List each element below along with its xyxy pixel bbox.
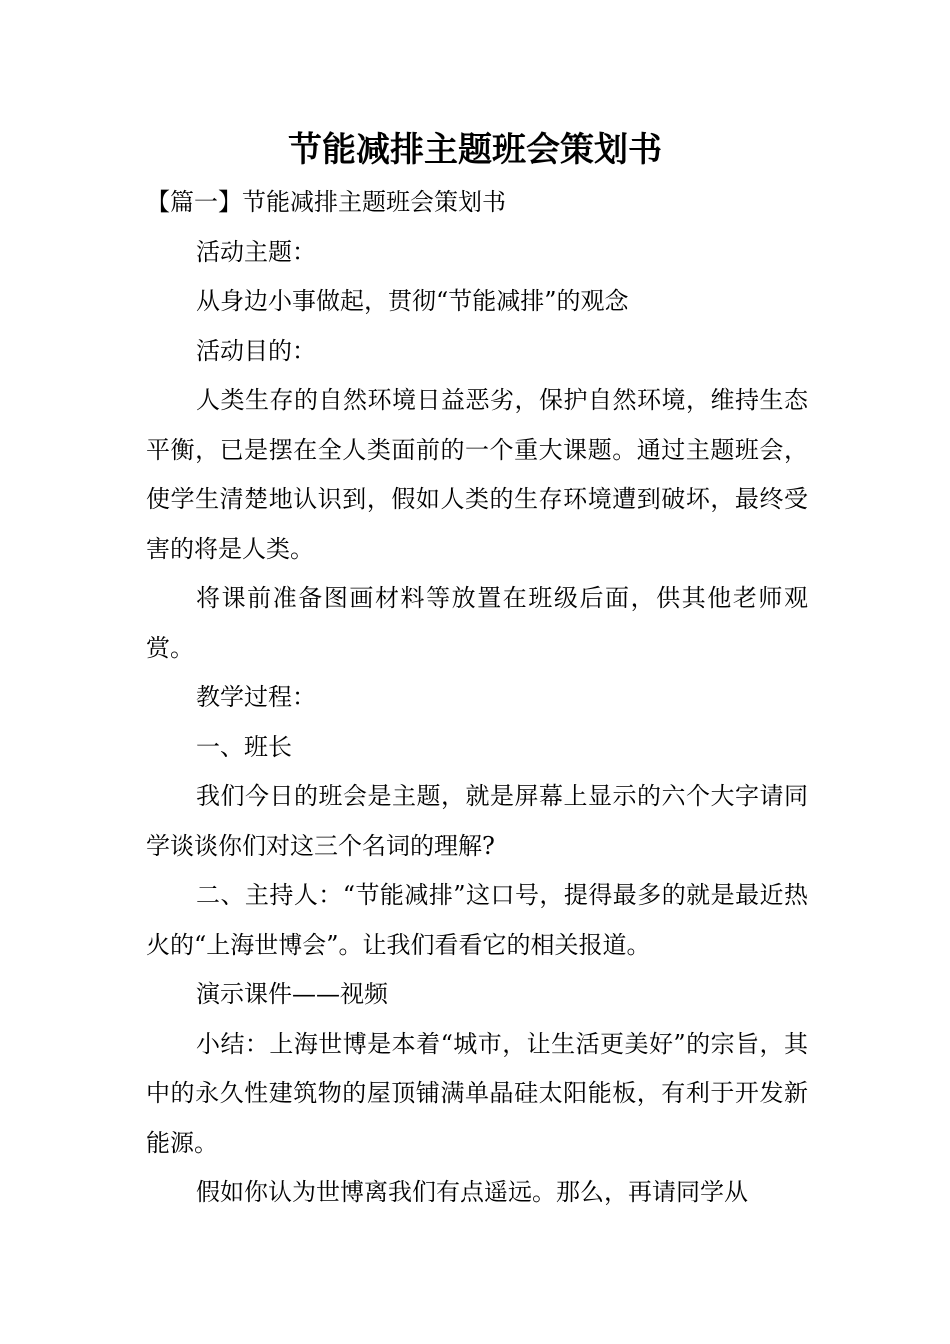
document-title: 节能减排主题班会策划书 — [288, 130, 662, 170]
paragraph: 将课前准备图画材料等放置在班级后面，供其他老师观赏。 — [146, 584, 808, 662]
paragraph: 假如你认为世博离我们有点遥远。那么，再请同学从 — [196, 1178, 748, 1206]
paragraph: 活动主题： — [196, 237, 316, 266]
paragraph: 我们今日的班会是主题，就是屏幕上显示的六个大字请同学谈谈你们对这三个名词的理解? — [146, 782, 808, 860]
paragraph: 演示课件——视频 — [196, 980, 388, 1008]
section-heading: 【篇一】节能减排主题班会策划书 — [146, 188, 506, 216]
paragraph: 活动目的： — [196, 336, 316, 365]
paragraph: 二、主持人：“节能减排”这口号，提得最多的就是最近热火的“上海世博会”。让我们看看它的相关报道。 — [146, 881, 808, 959]
paragraph: 从身边小事做起，贯彻“节能减排”的观念 — [196, 287, 629, 315]
paragraph: 人类生存的自然环境日益恶劣，保护自然环境，维持生态平衡，已是摆在全人类面前的一个重大课题。通过主题班会，使学生清楚地认识到，假如人类的生存环境遭到破坏，最终受害的将是人类。 — [146, 386, 808, 563]
paragraph: 小结：上海世博是本着“城市，让生活更美好”的宗旨，其中的永久性建筑物的屋顶铺满单晶硅太阳能板，有利于开发新能源。 — [146, 1029, 808, 1157]
paragraph: 教学过程： — [196, 683, 316, 711]
document-body — [146, 178, 808, 1218]
paragraph: 一、班长 — [196, 732, 292, 761]
